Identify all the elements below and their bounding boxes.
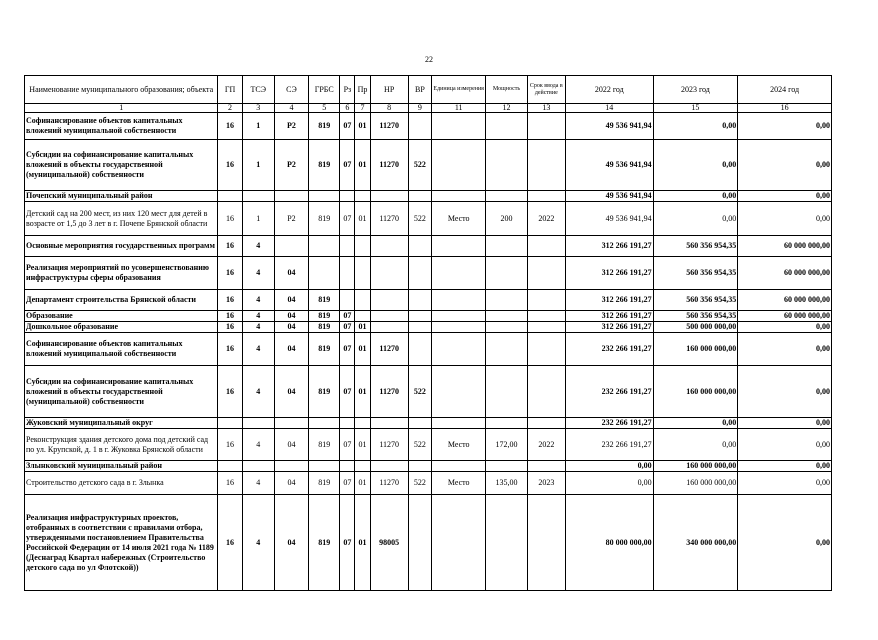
column-number: 2 [218, 104, 242, 113]
table-cell: 01 [355, 322, 370, 333]
table-cell: 312 266 191,27 [565, 290, 653, 311]
table-cell: 16 [218, 236, 242, 257]
table-cell [431, 366, 485, 418]
table-cell [431, 113, 485, 140]
table-cell [486, 113, 527, 140]
table-cell: 500 000 000,00 [653, 322, 738, 333]
table-cell: 160 000 000,00 [653, 472, 738, 495]
table-cell [274, 191, 308, 202]
table-cell: 04 [274, 311, 308, 322]
table-cell: 60 000 000,00 [738, 290, 832, 311]
table-cell: 04 [274, 429, 308, 461]
table-cell: 16 [218, 113, 242, 140]
table-cell: 0,00 [565, 461, 653, 472]
table-cell: 11270 [370, 113, 408, 140]
table-cell: 16 [218, 472, 242, 495]
table-cell: 1 [242, 202, 274, 236]
table-cell: 312 266 191,27 [565, 311, 653, 322]
table-cell [370, 311, 408, 322]
table-cell: 340 000 000,00 [653, 495, 738, 591]
table-cell [309, 191, 340, 202]
table-cell: 2023 [527, 472, 565, 495]
table-cell [408, 461, 431, 472]
header-cell: НР [370, 76, 408, 104]
table-cell [309, 418, 340, 429]
table-cell [527, 140, 565, 191]
table-cell [274, 461, 308, 472]
table-cell: 4 [242, 236, 274, 257]
header-cell: 2023 год [653, 76, 738, 104]
table-cell [408, 113, 431, 140]
table-cell: 01 [355, 333, 370, 366]
table-cell: 16 [218, 333, 242, 366]
table-cell [486, 236, 527, 257]
header-cell: Пр [355, 76, 370, 104]
header-cell: ГП [218, 76, 242, 104]
table-cell: 819 [309, 333, 340, 366]
table-cell [340, 236, 355, 257]
column-number: 5 [309, 104, 340, 113]
row-name-cell: Субсидии на софинансирование капитальных вложений в объекты государственной (муниципальной) собственности [25, 140, 218, 191]
table-cell [408, 322, 431, 333]
table-cell [527, 495, 565, 591]
table-cell: 07 [340, 322, 355, 333]
column-number: 15 [653, 104, 738, 113]
table-cell: 4 [242, 322, 274, 333]
table-cell [408, 191, 431, 202]
table-cell: 200 [486, 202, 527, 236]
table-cell: 232 266 191,27 [565, 366, 653, 418]
table-cell: 49 536 941,94 [565, 140, 653, 191]
table-cell [527, 257, 565, 290]
table-cell: 0,00 [565, 472, 653, 495]
table-cell [527, 191, 565, 202]
table-cell [486, 140, 527, 191]
table-cell: 07 [340, 202, 355, 236]
table-cell: 4 [242, 257, 274, 290]
table-cell [309, 257, 340, 290]
column-number: 1 [25, 104, 218, 113]
header-row [25, 76, 832, 104]
table-cell: 0,00 [738, 322, 832, 333]
table-cell: 819 [309, 290, 340, 311]
table-row [25, 290, 832, 311]
table-cell: 0,00 [738, 418, 832, 429]
table-cell: 11270 [370, 366, 408, 418]
row-name-cell: Образование [25, 311, 218, 322]
table-cell: 560 356 954,35 [653, 290, 738, 311]
table-cell [370, 322, 408, 333]
table-cell: 07 [340, 366, 355, 418]
table-cell [408, 290, 431, 311]
header-cell: ВР [408, 76, 431, 104]
column-number: 14 [565, 104, 653, 113]
row-name-cell: Реализация мероприятий по усовершенствованию инфраструктуры сферы образования [25, 257, 218, 290]
table-cell: 07 [340, 140, 355, 191]
table-cell [486, 191, 527, 202]
table-cell: 49 536 941,94 [565, 202, 653, 236]
table-cell: 60 000 000,00 [738, 257, 832, 290]
header-cell: ГРБС [309, 76, 340, 104]
table-cell: 49 536 941,94 [565, 113, 653, 140]
table-cell [355, 290, 370, 311]
table-cell [431, 290, 485, 311]
table-cell: 11270 [370, 429, 408, 461]
table-row [25, 366, 832, 418]
table-cell: 4 [242, 311, 274, 322]
header-cell: 2024 год [738, 76, 832, 104]
table-cell [486, 290, 527, 311]
table-cell [431, 461, 485, 472]
column-number: 4 [274, 104, 308, 113]
table-cell [431, 322, 485, 333]
row-name-cell: Реконструкция здания детского дома под детский сад по ул. Крупской, д. 1 в г. Жуковка Брянской области [25, 429, 218, 461]
table-cell [408, 418, 431, 429]
table-cell [340, 191, 355, 202]
table-cell: Р2 [274, 113, 308, 140]
table-cell [370, 418, 408, 429]
table-cell: 16 [218, 495, 242, 591]
table-cell [355, 311, 370, 322]
table-row [25, 495, 832, 591]
table-cell: 522 [408, 429, 431, 461]
table-cell: 135,00 [486, 472, 527, 495]
table-cell: 522 [408, 472, 431, 495]
column-number: 9 [408, 104, 431, 113]
table-cell [370, 191, 408, 202]
table-cell [486, 366, 527, 418]
column-number-row [25, 104, 832, 113]
table-cell: 01 [355, 202, 370, 236]
table-cell [486, 322, 527, 333]
row-name-cell: Почепский муниципальный район [25, 191, 218, 202]
table-cell: 0,00 [738, 202, 832, 236]
table-cell [355, 191, 370, 202]
table-row [25, 236, 832, 257]
table-cell: 01 [355, 429, 370, 461]
table-cell: 01 [355, 113, 370, 140]
table-cell: 232 266 191,27 [565, 418, 653, 429]
table-cell: 819 [309, 113, 340, 140]
table-cell: 0,00 [738, 191, 832, 202]
table-cell: 2022 [527, 429, 565, 461]
row-name-cell: Строительство детского сада в г. Злынка [25, 472, 218, 495]
table-cell [527, 290, 565, 311]
table-cell: 312 266 191,27 [565, 257, 653, 290]
table-cell: 819 [309, 311, 340, 322]
table-cell [527, 366, 565, 418]
row-name-cell: Софинансирование объектов капитальных вложений муниципальной собственности [25, 113, 218, 140]
table-cell: 0,00 [738, 333, 832, 366]
table-cell: 16 [218, 290, 242, 311]
table-cell [340, 257, 355, 290]
table-cell: 04 [274, 290, 308, 311]
table-cell: 98005 [370, 495, 408, 591]
table-cell: 819 [309, 322, 340, 333]
table-cell: 49 536 941,94 [565, 191, 653, 202]
row-name-cell: Детский сад на 200 мест, из них 120 мест для детей в возрасте от 1,5 до 3 лет в г. Почепе Брянской области [25, 202, 218, 236]
table-cell [355, 461, 370, 472]
table-cell: 0,00 [738, 472, 832, 495]
table-cell: 522 [408, 140, 431, 191]
table-cell: Место [431, 202, 485, 236]
table-cell: 04 [274, 322, 308, 333]
column-number: 13 [527, 104, 565, 113]
page-number: 22 [425, 55, 433, 64]
table-cell: 819 [309, 429, 340, 461]
table-cell: 16 [218, 311, 242, 322]
table-cell: 2022 [527, 202, 565, 236]
table-cell: 312 266 191,27 [565, 322, 653, 333]
table-cell: 0,00 [653, 113, 738, 140]
table-cell [218, 191, 242, 202]
row-name-cell: Основные мероприятия государственных программ [25, 236, 218, 257]
table-cell: 522 [408, 366, 431, 418]
table-cell [355, 257, 370, 290]
table-cell [431, 236, 485, 257]
table-cell: 172,00 [486, 429, 527, 461]
table-cell: 04 [274, 472, 308, 495]
table-cell: 04 [274, 333, 308, 366]
table-cell [408, 311, 431, 322]
row-name-cell: Жуковский муниципальный округ [25, 418, 218, 429]
row-name-cell: Субсидии на софинансирование капитальных вложений в объекты государственной (муниципальной) собственности [25, 366, 218, 418]
table-cell [486, 418, 527, 429]
row-name-cell: Департамент строительства Брянской области [25, 290, 218, 311]
table-cell: 11270 [370, 202, 408, 236]
table-cell: 819 [309, 472, 340, 495]
table-cell: 16 [218, 366, 242, 418]
table-cell: 0,00 [738, 140, 832, 191]
table-row [25, 113, 832, 140]
table-cell: 0,00 [653, 418, 738, 429]
table-cell [527, 333, 565, 366]
column-number: 6 [340, 104, 355, 113]
table-cell: 160 000 000,00 [653, 461, 738, 472]
table-cell [527, 461, 565, 472]
table-cell: 0,00 [738, 113, 832, 140]
table-cell: 232 266 191,27 [565, 429, 653, 461]
table-cell: 01 [355, 472, 370, 495]
table-cell: 80 000 000,00 [565, 495, 653, 591]
table-cell [218, 418, 242, 429]
table-cell [408, 236, 431, 257]
table-row [25, 257, 832, 290]
table-cell: Р2 [274, 140, 308, 191]
table-cell [355, 418, 370, 429]
table-cell: 312 266 191,27 [565, 236, 653, 257]
table-cell [527, 418, 565, 429]
table-row [25, 322, 832, 333]
table-cell: 07 [340, 495, 355, 591]
table-body [25, 113, 832, 591]
table-cell [431, 311, 485, 322]
table-row [25, 202, 832, 236]
table-cell [274, 236, 308, 257]
table-cell: 11270 [370, 472, 408, 495]
table-cell [370, 257, 408, 290]
table-cell: 4 [242, 429, 274, 461]
column-number: 16 [738, 104, 832, 113]
table-cell: 0,00 [653, 202, 738, 236]
row-name-cell: Дошкольное образование [25, 322, 218, 333]
table-cell: 60 000 000,00 [738, 236, 832, 257]
table-cell: 4 [242, 366, 274, 418]
row-name-cell: Злынковский муниципальный район [25, 461, 218, 472]
table-cell [408, 257, 431, 290]
table-cell: 16 [218, 140, 242, 191]
table-cell: Место [431, 429, 485, 461]
table-cell [486, 257, 527, 290]
header-cell: Единица измерения [431, 76, 485, 104]
table-cell: Р2 [274, 202, 308, 236]
header-cell: Мощность [486, 76, 527, 104]
table-cell: 11270 [370, 140, 408, 191]
table-cell [431, 257, 485, 290]
table-cell: 16 [218, 429, 242, 461]
table-cell: 1 [242, 113, 274, 140]
table-cell: 160 000 000,00 [653, 366, 738, 418]
table-cell: 07 [340, 472, 355, 495]
row-name-cell: Софинансирование объектов капитальных вложений муниципальной собственности [25, 333, 218, 366]
table-cell: 04 [274, 257, 308, 290]
table-cell: 4 [242, 472, 274, 495]
table-cell: 0,00 [653, 140, 738, 191]
table-row [25, 429, 832, 461]
table-cell [309, 461, 340, 472]
table-cell: 16 [218, 257, 242, 290]
table-row [25, 311, 832, 322]
table-cell: 232 266 191,27 [565, 333, 653, 366]
table-cell: 819 [309, 495, 340, 591]
table-cell: 01 [355, 495, 370, 591]
header-cell: Срок ввода в действие [527, 76, 565, 104]
table-cell [242, 191, 274, 202]
table-cell [340, 418, 355, 429]
table-cell: 4 [242, 333, 274, 366]
table-row [25, 140, 832, 191]
table-cell [370, 236, 408, 257]
table-cell [370, 461, 408, 472]
column-number: 11 [431, 104, 485, 113]
table-row [25, 418, 832, 429]
table-cell: 07 [340, 311, 355, 322]
table-cell: 560 356 954,35 [653, 236, 738, 257]
table-cell: 819 [309, 202, 340, 236]
table-cell [431, 333, 485, 366]
table-cell: 04 [274, 495, 308, 591]
table-cell [355, 236, 370, 257]
table-cell: 0,00 [653, 191, 738, 202]
table-cell [431, 191, 485, 202]
table-cell [340, 290, 355, 311]
column-number: 3 [242, 104, 274, 113]
table-row [25, 333, 832, 366]
table-cell: 0,00 [738, 495, 832, 591]
table-cell: Место [431, 472, 485, 495]
table-cell: 0,00 [738, 461, 832, 472]
table-row [25, 472, 832, 495]
column-number: 7 [355, 104, 370, 113]
table-cell: 0,00 [653, 429, 738, 461]
table-cell: 16 [218, 322, 242, 333]
table-cell [431, 495, 485, 591]
table-cell: 560 356 954,35 [653, 257, 738, 290]
table-cell [408, 333, 431, 366]
table-cell [309, 236, 340, 257]
table-cell: 0,00 [738, 429, 832, 461]
table-cell: 160 000 000,00 [653, 333, 738, 366]
table-cell [527, 113, 565, 140]
header-cell: Рз [340, 76, 355, 104]
table-cell [408, 495, 431, 591]
table-cell [486, 495, 527, 591]
table-cell: 60 000 000,00 [738, 311, 832, 322]
table-cell [431, 418, 485, 429]
table-cell [370, 290, 408, 311]
table-cell: 4 [242, 290, 274, 311]
table-cell: 11270 [370, 333, 408, 366]
table-cell: 522 [408, 202, 431, 236]
header-cell: ТСЭ [242, 76, 274, 104]
table-cell: 01 [355, 366, 370, 418]
table-cell: 07 [340, 333, 355, 366]
table-cell: 4 [242, 495, 274, 591]
table-cell: 1 [242, 140, 274, 191]
table-cell [242, 418, 274, 429]
table-cell: 819 [309, 366, 340, 418]
header-cell: Наименование муниципального образования; объекта [25, 76, 218, 104]
budget-table [24, 75, 832, 591]
table-row [25, 461, 832, 472]
row-name-cell: Реализация инфраструктурных проектов, отобранных в соответствии с правилами отбора, утвержденными постановлением Правительства Российской Федерации от 14 июля 2021 года № 1189 (Деснаград Квартал набережных (Строительство детского сада по ул Флотской)) [25, 495, 218, 591]
table-cell [431, 140, 485, 191]
table-cell: 01 [355, 140, 370, 191]
column-number: 12 [486, 104, 527, 113]
table-cell [527, 311, 565, 322]
table-cell: 0,00 [738, 366, 832, 418]
table-row [25, 191, 832, 202]
header-cell: 2022 год [565, 76, 653, 104]
table-cell [527, 236, 565, 257]
column-number: 8 [370, 104, 408, 113]
table-cell [218, 461, 242, 472]
table-cell: 819 [309, 140, 340, 191]
table-cell [527, 322, 565, 333]
table-cell: 04 [274, 366, 308, 418]
table-cell: 07 [340, 429, 355, 461]
table-cell: 16 [218, 202, 242, 236]
table-cell [486, 311, 527, 322]
table-cell: 07 [340, 113, 355, 140]
table-cell: 560 356 954,35 [653, 311, 738, 322]
table-cell [242, 461, 274, 472]
header-cell: СЭ [274, 76, 308, 104]
table-cell [340, 461, 355, 472]
table-cell [274, 418, 308, 429]
table-cell [486, 461, 527, 472]
table-cell [486, 333, 527, 366]
